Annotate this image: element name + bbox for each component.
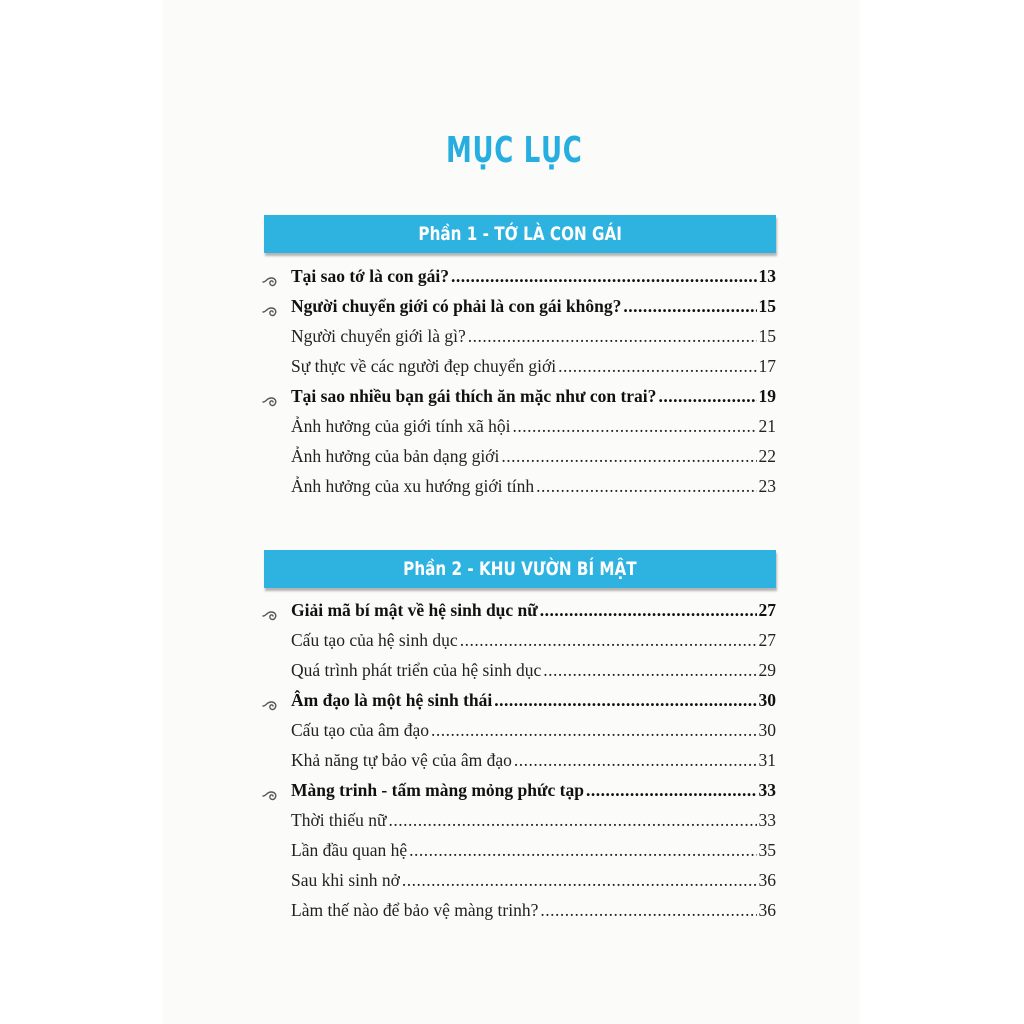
toc-chapter-entry[interactable] <box>291 600 776 628</box>
toc-leader-dots <box>658 386 756 407</box>
toc-entry-title: Sau khi sinh nở <box>291 870 400 890</box>
toc-page-number: 27 <box>758 630 776 650</box>
toc-chapter-entry[interactable] <box>291 386 776 414</box>
toc-subentry[interactable] <box>291 326 776 354</box>
toc-page-number: 29 <box>758 660 776 680</box>
toc-page-number: 33 <box>758 810 776 830</box>
toc-page-number: 27 <box>758 600 776 620</box>
toc-subentry[interactable] <box>291 476 776 504</box>
toc-page-number: 17 <box>758 356 776 376</box>
toc-entry-title: Cấu tạo của hệ sinh dục <box>291 630 458 650</box>
swirl-ornament-icon <box>261 699 283 713</box>
swirl-ornament-icon <box>261 305 283 319</box>
toc-leader-dots <box>402 870 757 891</box>
toc-entry-title: Màng trinh - tấm màng mỏng phức tạp <box>291 780 584 800</box>
toc-entry-title: Người chuyển giới có phải là con gái không? <box>291 296 622 316</box>
toc-page-number: 22 <box>758 446 776 466</box>
toc-chapter-entry[interactable] <box>291 296 776 324</box>
toc-page-number: 23 <box>758 476 776 496</box>
section-title-part-1: Phần 1 - TỚ LÀ CON GÁI <box>418 223 622 245</box>
swirl-ornament-icon <box>261 789 283 803</box>
toc-entry-title: Ảnh hưởng của xu hướng giới tính <box>291 476 535 496</box>
toc-leader-dots <box>558 356 756 377</box>
toc-page-number: 15 <box>758 296 776 316</box>
toc-leader-dots <box>468 326 757 347</box>
toc-page-number: 30 <box>758 720 776 740</box>
toc-leader-dots <box>513 416 757 437</box>
toc-subentry[interactable] <box>291 416 776 444</box>
toc-page-number: 15 <box>758 326 776 346</box>
toc-subentry[interactable] <box>291 630 776 658</box>
toc-entry-title: Ảnh hưởng của bản dạng giới <box>291 446 500 466</box>
toc-entry-title: Quá trình phát triển của hệ sinh dục <box>291 660 542 680</box>
toc-leader-dots <box>623 296 756 317</box>
toc-entry-title: Ảnh hưởng của giới tính xã hội <box>291 416 511 436</box>
toc-leader-dots <box>540 600 757 621</box>
toc-subentry[interactable] <box>291 660 776 688</box>
toc-chapter-entry[interactable] <box>291 780 776 808</box>
section-header-part-2 <box>264 550 776 588</box>
toc-leader-dots <box>586 780 757 801</box>
toc-subentry[interactable] <box>291 900 776 928</box>
section-title-part-2: Phần 2 - KHU VƯỜN BÍ MẬT <box>403 558 637 580</box>
swirl-ornament-icon <box>261 275 283 289</box>
toc-leader-dots <box>389 810 757 831</box>
toc-subentry[interactable] <box>291 810 776 838</box>
toc-subentry[interactable] <box>291 356 776 384</box>
toc-page-number: 19 <box>758 386 776 406</box>
toc-entry-title: Tại sao tớ là con gái? <box>291 266 449 286</box>
toc-subentry[interactable] <box>291 720 776 748</box>
toc-leader-dots <box>451 266 757 287</box>
toc-leader-dots <box>536 476 756 497</box>
section-header-part-1 <box>264 215 776 253</box>
toc-entry-title: Sự thực về các người đẹp chuyển giới <box>291 356 557 376</box>
toc-page-number: 35 <box>758 840 776 860</box>
toc-leader-dots <box>431 720 756 741</box>
toc-entry-title: Lần đầu quan hệ <box>291 840 408 860</box>
toc-entry-title: Tại sao nhiều bạn gái thích ăn mặc như con trai? <box>291 386 657 406</box>
toc-leader-dots <box>540 900 756 921</box>
toc-entry-title: Giải mã bí mật về hệ sinh dục nữ <box>291 600 538 620</box>
toc-page-number: 36 <box>758 900 776 920</box>
toc-page-number: 36 <box>758 870 776 890</box>
toc-entry-title: Âm đạo là một hệ sinh thái <box>291 690 493 710</box>
toc-entry-title: Thời thiếu nữ <box>291 810 387 830</box>
toc-page-number: 31 <box>758 750 776 770</box>
toc-page-number: 33 <box>758 780 776 800</box>
toc-leader-dots <box>543 660 756 681</box>
toc-leader-dots <box>409 840 756 861</box>
toc-entry-title: Người chuyển giới là gì? <box>291 326 466 346</box>
toc-page-number: 30 <box>758 690 776 710</box>
toc-leader-dots <box>494 690 756 711</box>
toc-chapter-entry[interactable] <box>291 690 776 718</box>
swirl-ornament-icon <box>261 395 283 409</box>
toc-page-number: 21 <box>758 416 776 436</box>
toc-leader-dots <box>514 750 757 771</box>
toc-subentry[interactable] <box>291 870 776 898</box>
toc-subentry[interactable] <box>291 840 776 868</box>
toc-subentry[interactable] <box>291 446 776 474</box>
swirl-ornament-icon <box>261 609 283 623</box>
toc-entry-title: Cấu tạo của âm đạo <box>291 720 430 740</box>
toc-chapter-entry[interactable] <box>291 266 776 294</box>
toc-subentry[interactable] <box>291 750 776 778</box>
toc-entry-title: Khả năng tự bảo vệ của âm đạo <box>291 750 512 770</box>
toc-leader-dots <box>501 446 756 467</box>
toc-leader-dots <box>460 630 757 651</box>
page-title: MỤC LỤC <box>445 130 583 171</box>
toc-page-number: 13 <box>758 266 776 286</box>
toc-entry-title: Làm thế nào để bảo vệ màng trinh? <box>291 900 539 920</box>
